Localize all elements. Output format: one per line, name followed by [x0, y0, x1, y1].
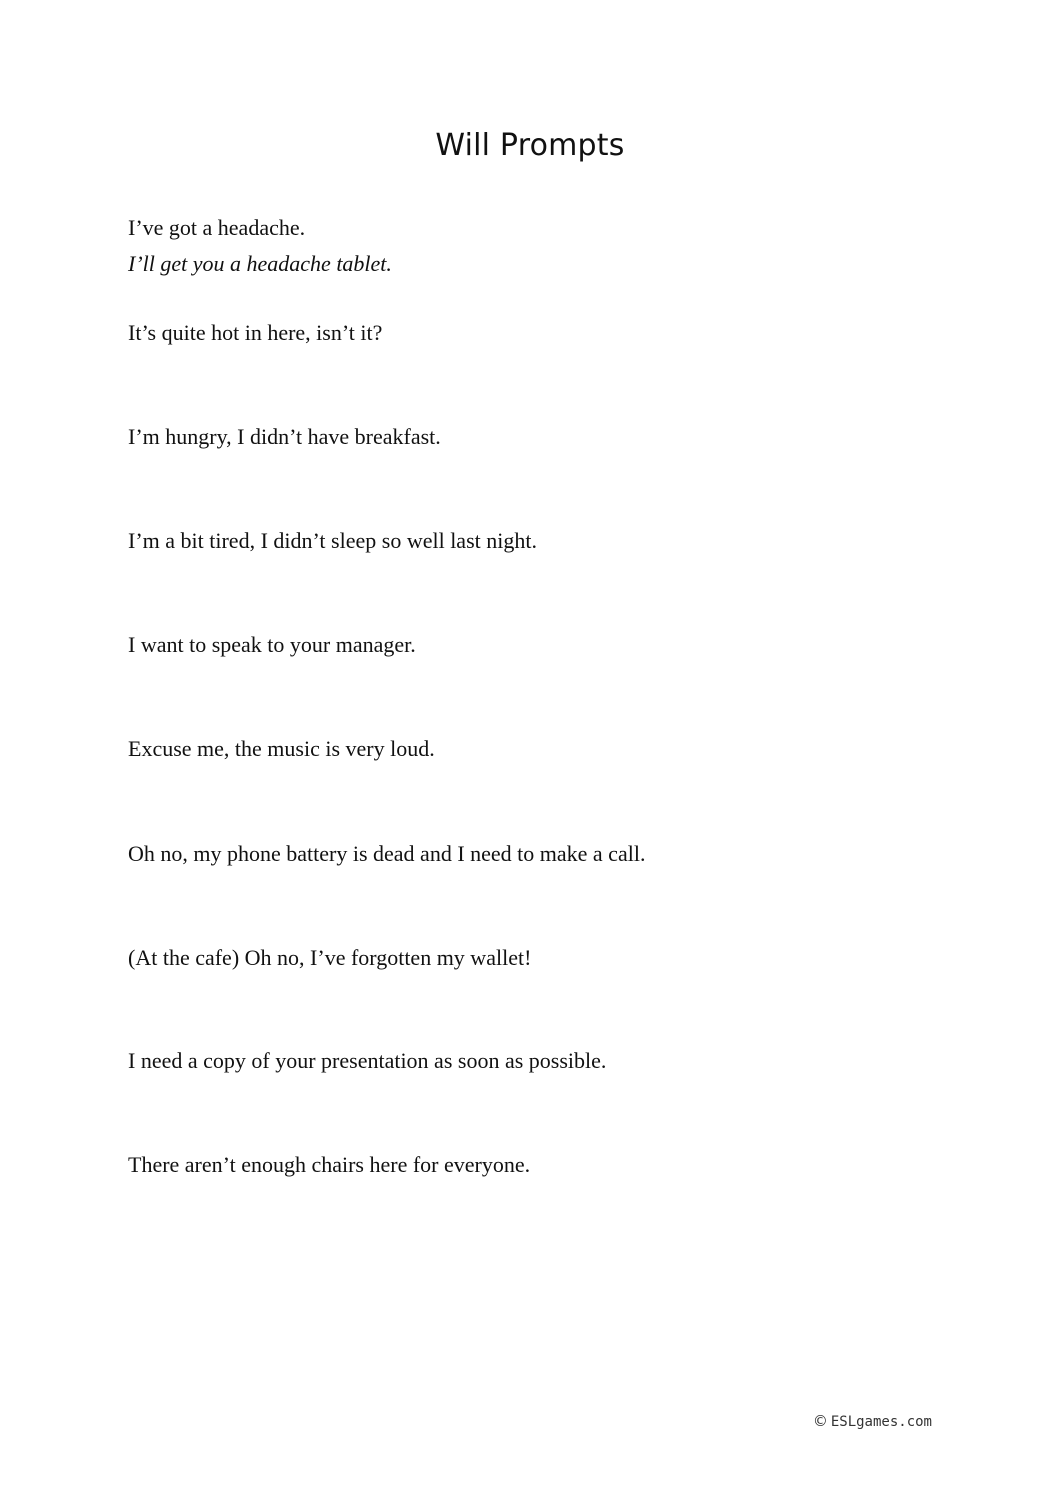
prompt-9: I need a copy of your presentation as soon as possible. — [128, 1048, 607, 1073]
prompt-10: There aren’t enough chairs here for everyone. — [128, 1152, 531, 1177]
footer-site: ESLgames.com — [830, 1414, 932, 1430]
example-answer: I’ll get you a headache tablet. — [128, 251, 392, 276]
prompt-3: I’m hungry, I didn’t have breakfast. — [128, 424, 441, 449]
prompt-2: It’s quite hot in here, isn’t it? — [128, 320, 383, 345]
prompt-7: Oh no, my phone battery is dead and I need to make a call. — [128, 841, 646, 866]
prompt-4: I’m a bit tired, I didn’t sleep so well last night. — [128, 528, 537, 553]
prompt-5: I want to speak to your manager. — [128, 632, 416, 657]
copyright-footer — [813, 1412, 932, 1430]
prompt-6: Excuse me, the music is very loud. — [128, 736, 435, 761]
prompt-8: (At the cafe) Oh no, I’ve forgotten my wallet! — [128, 945, 532, 970]
copyright-icon: © — [812, 1412, 828, 1430]
prompt-1: I’ve got a headache. — [128, 215, 306, 240]
page-title: Will Prompts — [435, 128, 625, 163]
